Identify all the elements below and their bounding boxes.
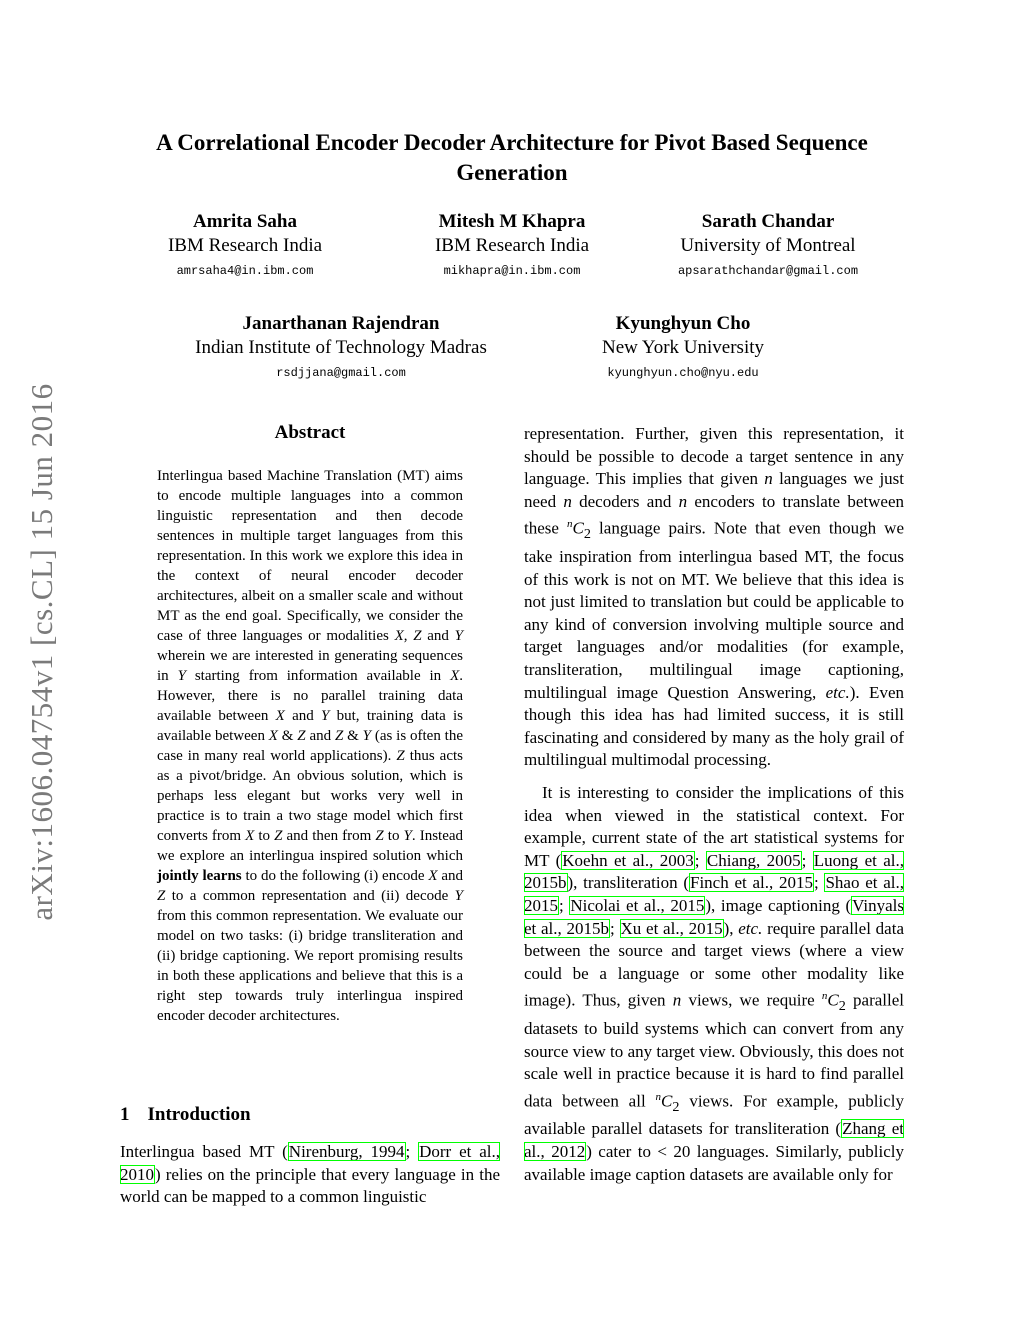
citation-link[interactable]: Shao et al., 2015 bbox=[524, 873, 904, 915]
citation-link[interactable]: Finch et al., 2015 bbox=[689, 873, 813, 893]
paragraph: It is interesting to consider the implications of this idea when viewed in the statistical context. For example, current state of the art statistical systems for MT (Koehn et al., 2003; Chiang, 2005; Luong et al., 2015b), transliteration (Finch et al., 2015; Shao et al., 2015; Nicolai et al., 2015), image captioning (Vinyals et al., 2015b; Xu et al., 2015), etc. require parallel data between the source and target views (where a view could be a language or some other modality like image). Thus, given n views, we require $^nC_2$ parallel datasets to build systems which can convert from any source view to any target view. Obviously, this does not scale well in practice because it is hard to find parallel data between all $^nC_2$ views. For example, publicly available parallel datasets for transliteration (Zhang et al., 2012) cater to < 20 languages. Similarly, publicly available image caption datasets are available only for bbox=[524, 782, 905, 1184]
author-name: Kyunghyun Cho bbox=[615, 313, 751, 334]
citation-link[interactable]: Luong et al., 2015b bbox=[524, 850, 905, 893]
abstract-heading: Abstract bbox=[274, 422, 346, 443]
author-affiliation: New York University bbox=[601, 337, 765, 358]
abstract-body: Interlingua based Machine Translation (MT) aims to encode multiple languages into a common linguistic representation and then decode sentences in multiple target languages from this representation. In this work we explore this idea in the context of neural encoder decoder architectures, albeit on a smaller scale and without MT as the end goal. Specifically, we consider the case of three languages or modalities X, Z and Y wherein we are interested in generating sequences in Y starting from information available in X. However, there is no parallel training data available between X and Y but, training data is available between X & Z and Z & Y (as is often the case in many real world applications). Z thus acts as a pivot/bridge. An obvious solution, which is perhaps less elegant but works very well in practice is to train a two stage model which first converts from X to Z and then from Z to Y. Instead we explore an interlingua inspired solution which jointly learns to do the following (i) encode X and Z to a common representation and (ii) decode Y from this common representation. We evaluate our model on two tasks: (i) bridge transliteration and (ii) bridge captioning. We report promising results in both these applications and believe that this is a right step towards truly interlingua inspired encoder decoder architectures. bbox=[157, 468, 464, 1024]
citation-link[interactable]: Dorr et al., 2010 bbox=[120, 1142, 501, 1184]
author-affiliation: IBM Research India bbox=[167, 235, 323, 256]
author-name: Mitesh M Khapra bbox=[438, 211, 586, 232]
author-block bbox=[161, 312, 521, 383]
author-affiliation: Indian Institute of Technology Madras bbox=[195, 337, 487, 358]
arxiv-identifier-stamp: arXiv:1606.04754v1 [cs.CL] 15 Jun 2016 bbox=[24, 383, 59, 921]
author-name: Janarthanan Rajendran bbox=[242, 313, 440, 334]
author-affiliation: IBM Research India bbox=[434, 235, 590, 256]
citation-link[interactable]: Chiang, 2005 bbox=[706, 850, 801, 870]
author-block bbox=[115, 210, 375, 281]
author-block bbox=[553, 312, 813, 383]
author-email: mikhapra@in.ibm.com bbox=[443, 264, 581, 278]
citation-link[interactable]: Nicolai et al., 2015 bbox=[570, 895, 705, 915]
citation-link[interactable]: Koehn et al., 2003 bbox=[562, 850, 694, 870]
introduction-paragraph: Interlingua based MT (Nirenburg, 1994; Dorr et al., 2010) relies on the principle that every language in the world can be mapped to a common linguistic bbox=[120, 1142, 501, 1207]
citation-link[interactable]: Vinyals et al., 2015b bbox=[524, 895, 904, 938]
section-heading-introduction bbox=[120, 1104, 251, 1126]
author-name: Sarath Chandar bbox=[701, 211, 835, 232]
author-email: amrsaha4@in.ibm.com bbox=[176, 264, 314, 278]
author-block bbox=[382, 210, 642, 281]
citation-link[interactable]: Xu et al., 2015 bbox=[620, 918, 723, 938]
author-name: Amrita Saha bbox=[193, 211, 297, 232]
paper-title: A Correlational Encoder Decoder Architecture for Pivot Based Sequence Generation bbox=[156, 130, 868, 185]
citation-link[interactable]: Zhang et al., 2012 bbox=[524, 1119, 905, 1161]
author-affiliation: University of Montreal bbox=[680, 235, 856, 256]
right-column-text bbox=[524, 423, 904, 1186]
author-email: apsarathchandar@gmail.com bbox=[677, 264, 859, 278]
author-email: kyunghyun.cho@nyu.edu bbox=[607, 366, 759, 380]
section-title: Introduction bbox=[147, 1104, 251, 1125]
citation-link[interactable]: Nirenburg, 1994 bbox=[288, 1142, 405, 1161]
paragraph: representation. Further, given this representation, it should be possible to decode a target sentence in any language. This implies that given n languages we just need n decoders and n encoders to translate between these $^nC_2$ language pairs. Note that even though we take inspiration from interlingua based MT, the focus of this work is not on MT. We believe that this idea is not just limited to translation but could be applicable to any kind of conversion involving multiple source and target languages and/or modalities (for example, transliteration, multilingual image captioning, multilingual image Question Answering, etc.). Even though this idea has had limited success, it is still fascinating and considered by many as the holy grail of multilingual multimodal processing. bbox=[524, 424, 905, 770]
author-email: rsdjjana@gmail.com bbox=[276, 366, 406, 380]
section-number: 1 bbox=[120, 1104, 130, 1125]
author-block bbox=[638, 210, 898, 281]
